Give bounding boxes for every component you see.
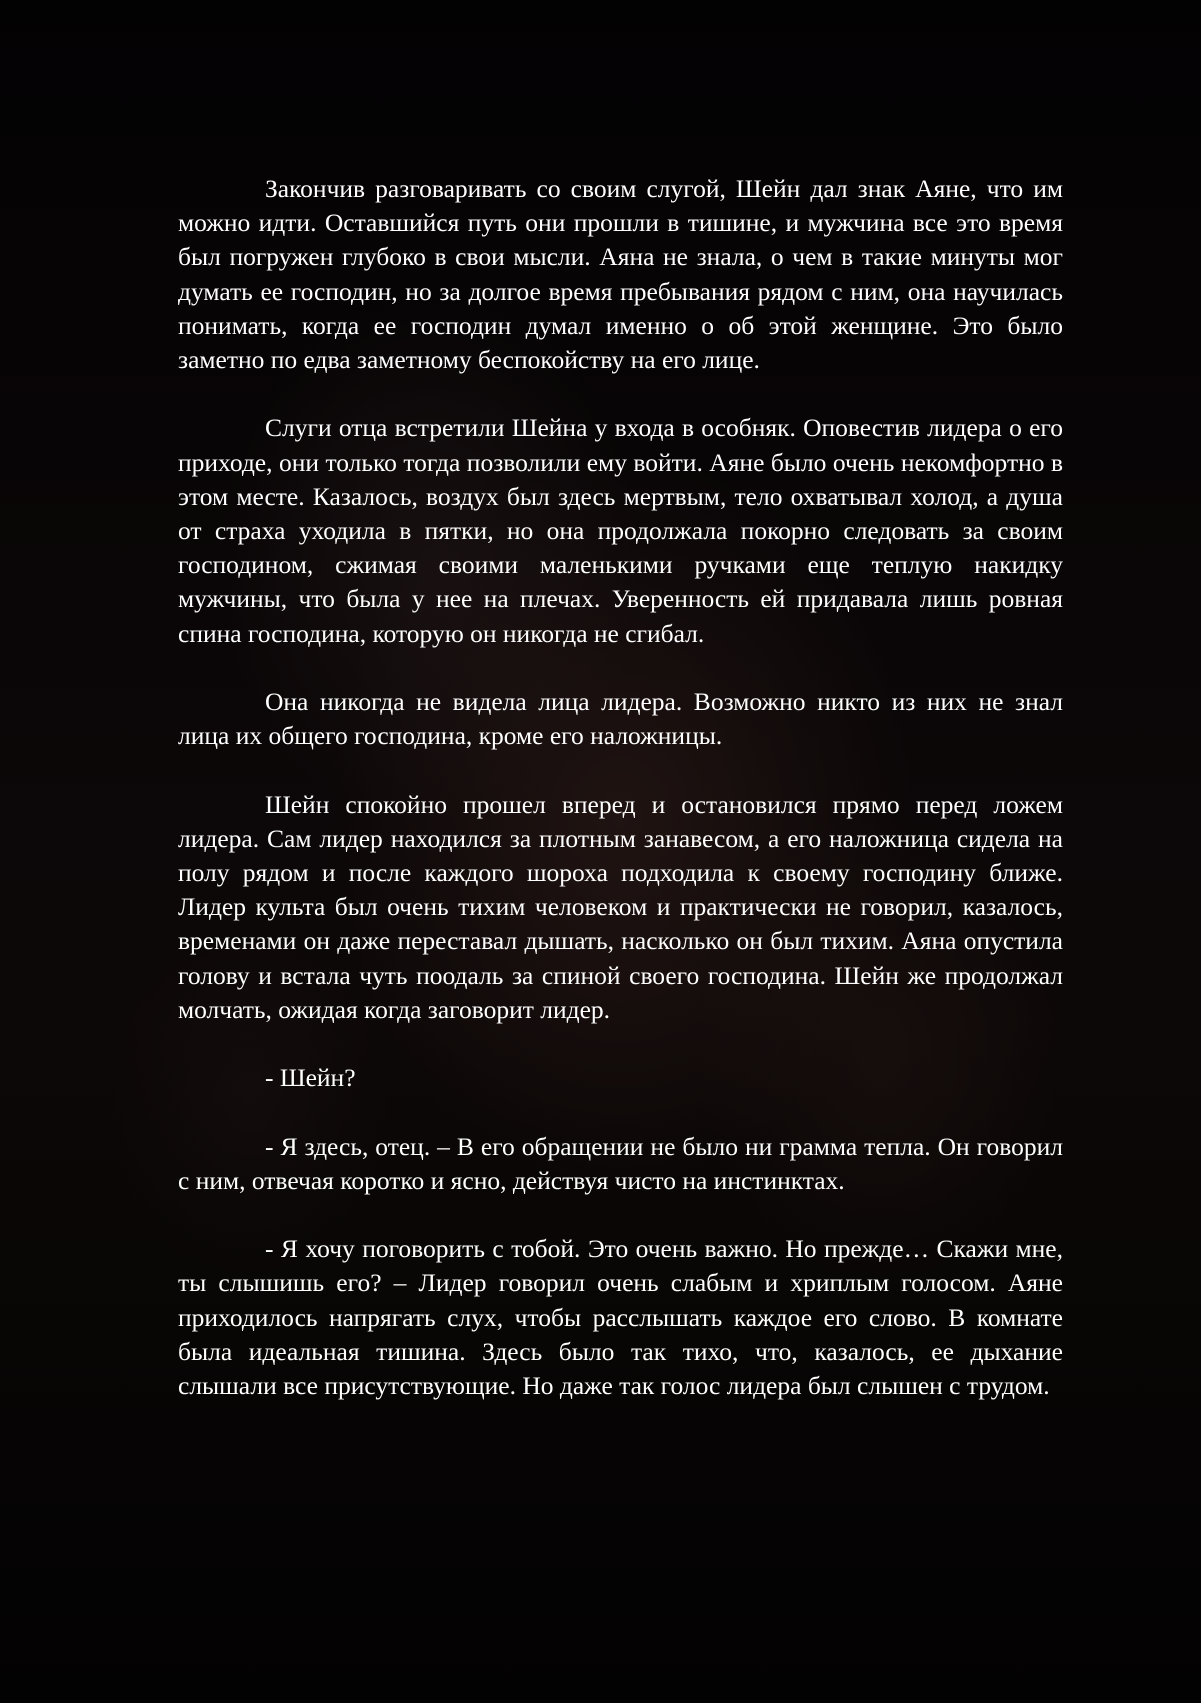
paragraph-5: - Шейн? [265,1063,356,1093]
paragraph-7: - Я хочу поговорить с тобой. Это очень важно. Но прежде… Скажи мне, ты слышишь его? – Лидер говорил очень слабым и хриплым голосом. Аяне приходилось напрягать слух, чтобы расслышать каждое его слово. В комнате была идеальная тишина. Здесь было так тихо, что, казалось, ее дыхание слышали все присутствующие. Но даже так голос лидера был слышен с трудом. [178,1234,1063,1401]
paragraph-2: Слуги отца встретили Шейна у входа в особняк. Оповестив лидера о его приходе, они только тогда позволили ему войти. Аяне было очень некомфортно в этом месте. Казалось, воздух был здесь мертвым, тело охватывал холод, а душа от страха уходила в пятки, но она продолжала покорно следовать за своим господином, сжимая своими маленькими ручками еще теплую накидку мужчины, что была у нее на плечах. Уверенность ей придавала лишь ровная спина господина, которую он никогда не сгибал. [178,413,1063,648]
paragraph-4: Шейн спокойно прошел вперед и остановился прямо перед ложем лидера. Сам лидер находился за плотным занавесом, а его наложница сидела на полу рядом и после каждого шороха подходила к своему господину ближе. Лидер культа был очень тихим человеком и практически не говорил, казалось, временами он даже переставал дышать, насколько он был тихим. Аяна опустила голову и встала чуть поодаль за спиной своего господина. Шейн же продолжал молчать, ожидая когда заговорит лидер. [178,789,1063,1024]
story-text [178,172,1063,1403]
paragraph-3: Она никогда не видела лица лидера. Возможно никто из них не знал лица их общего господина, кроме его наложницы. [178,687,1063,751]
paragraph-1: Закончив разговаривать со своим слугой, Шейн дал знак Аяне, что им можно идти. Оставшийся путь они прошли в тишине, и мужчина все это время был погружен глубоко в свои мысли. Аяна не знала, о чем в такие минуты мог думать ее господин, но за долгое время пребывания рядом с ним, она научилась понимать, когда ее господин думал именно о об этой женщине. Это было заметно по едва заметному беспокойству на его лице. [178,174,1063,375]
paragraph-6: - Я здесь, отец. – В его обращении не было ни грамма тепла. Он говорил с ним, отвечая коротко и ясно, действуя чисто на инстинктах. [178,1131,1063,1195]
